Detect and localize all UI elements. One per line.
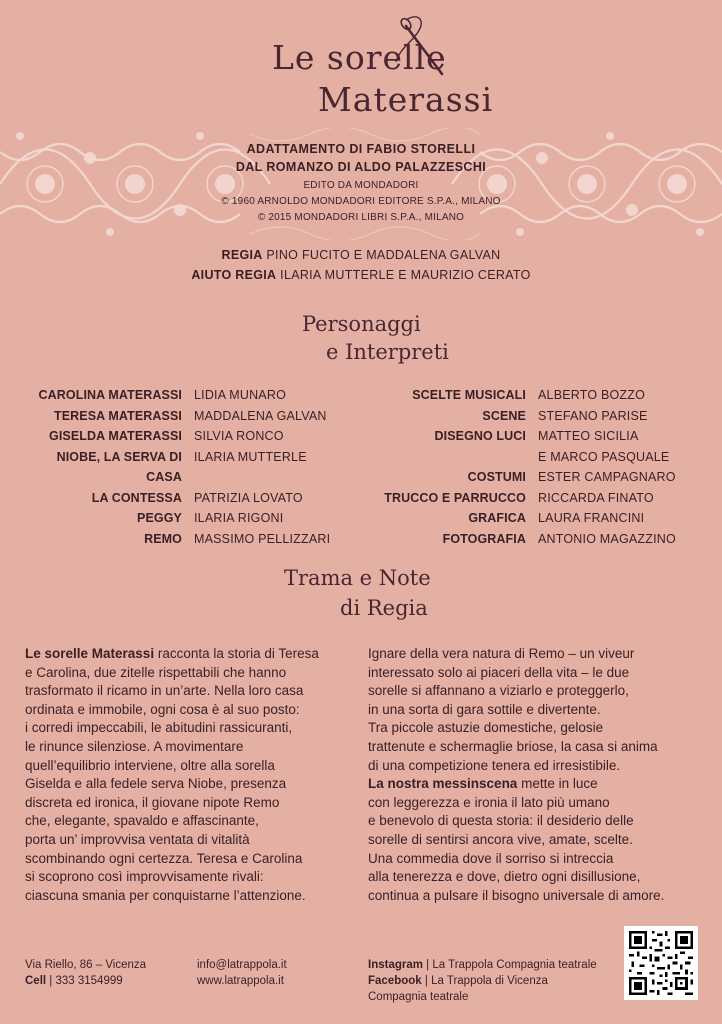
cast-actor: MADDALENA GALVAN [194,408,327,423]
staging-lead: La nostra messinscena [368,776,518,792]
cast-actor: SILVIA RONCO [194,429,284,443]
crew-row [378,426,676,447]
notes-heading-line-2: di Regia [340,596,428,620]
crew-row [378,467,676,488]
paragraph-line: sorelle si affannano a viziarlo e proteggerlo, [368,683,629,699]
facebook-link-cont: Compagnia teatrale [368,991,469,1003]
address: Via Riello, 86 – Vicenza [25,959,147,971]
cast-actor: ILARIA RIGONI [194,511,284,525]
cast-role: REMO [144,531,182,546]
paragraph-line: Tra piccole astuzie domestiche, gelosie [368,720,604,736]
title-line-1: Le sorelle [272,38,447,77]
credit-copyright-2015: © 2015 MONDADORI LIBRI S.P.A., MILANO [257,212,465,223]
regia-value: PINO FUCITO E MADDALENA GALVAN [266,248,501,262]
paragraph-line: e benevolo di questa storia: il desiderio delle [368,813,634,829]
cast-heading-line-1: Personaggi [302,312,421,336]
cast-role: CAROLINA MATERASSI [38,388,182,402]
paragraph-line: scombinando ogni certezza. Teresa e Carolina [25,850,303,866]
crew-person: ALBERTO BOZZO [538,388,646,402]
crew-person: E MARCO PASQUALE [538,449,670,464]
paragraph-line: interessato solo ai piaceri della vita – le due [368,664,630,680]
paragraph-line: in una sorta di gara sottile e divertente. [368,701,601,717]
crew-row [378,488,676,509]
cast-heading-line-2: e Interpreti [326,340,449,364]
cast-actor: PATRIZIA LOVATO [194,490,303,505]
paragraph-line: ciascuna smania per conquistarne l’attenzione. [25,887,306,903]
cast-row [20,447,330,488]
footer-contact-block [197,957,287,989]
paragraph-line: si scoprono così improvvisamente rivali: [25,869,264,885]
paragraph-line: quell’equilibrio interviene, oltre alla sorella [25,757,275,773]
paragraph-line: Una commedia dove il sorriso si intreccia [368,850,614,866]
credit-publisher: EDITO DA MONDADORI [303,180,419,191]
crew-role: TRUCCO E PARRUCCO [384,490,526,505]
cast-role: LA CONTESSA [91,490,182,505]
crew-person: ANTONIO MAGAZZINO [538,531,676,546]
crew-role: DISEGNO LUCI [434,429,526,443]
paragraph-line: Ignare della vera natura di Remo – un viveur [368,646,635,661]
needle-and-thread-icon [392,10,452,80]
cast-role: PEGGY [137,511,182,525]
cast-actor: MASSIMO PELLIZZARI [194,531,331,546]
paragraph-line: e Carolina, due zitelle rispettabili che hanno [25,664,287,680]
website-link[interactable]: www.latrappola.it [197,975,284,987]
title-line-2: Materassi [318,80,494,119]
synopsis-left-column [25,645,365,905]
paragraph-line: porta un’ improvvisa ventata di vitalità [25,831,250,847]
notes-heading-line-1: Trama e Note [284,566,431,590]
cast-role: TERESA MATERASSI [54,408,182,423]
cast-list [20,385,330,549]
paragraph-line: trasformato il ricamo in un’arte. Nella loro casa [25,683,304,699]
aiuto-regia-label: AIUTO REGIA [191,268,277,282]
facebook-link[interactable]: Facebook | La Trappola di Vicenza [368,975,548,987]
paragraph-line: discreta ed ironica, il giovane nipote Remo [25,794,280,810]
crew-role: GRAFICA [468,511,526,525]
crew-row [378,406,676,427]
footer-address-block [25,957,146,989]
cast-row [20,488,330,509]
crew-person: RICCARDA FINATO [538,490,654,505]
qr-code[interactable] [624,926,698,1000]
cast-row [20,385,330,406]
crew-row [378,447,676,468]
crew-person: ESTER CAMPAGNARO [538,470,676,484]
regia-line [0,248,722,262]
cast-role: GISELDA MATERASSI [49,429,182,443]
paragraph-line: i corredi impeccabili, le abitudini rassicuranti, [25,720,293,736]
paragraph-line: Giselda e alla fedele serva Niobe, presenza [25,776,287,792]
aiuto-regia-value: ILARIA MUTTERLE E MAURIZIO CERATO [280,268,531,282]
crew-row [378,529,676,550]
paragraph-line: le rinunce silenziose. A movimentare [25,738,244,754]
crew-row [378,508,676,529]
paragraph-line: continua a pulsare il bisogno universale di amore. [368,887,665,903]
paragraph-line: di una competizione tenera ed irresistibile. [368,757,621,773]
phone[interactable]: Cell | 333 3154999 [25,975,123,987]
paragraph-line: ordinata e immobile, ogni cosa è al suo posto: [25,701,300,717]
paragraph-line: trattenute e schermaglie briose, la casa si anima [368,738,658,754]
paragraph-line: che, elegante, spavaldo e affascinante, [25,813,259,829]
synopsis-right-column [368,645,713,905]
cast-actor: ILARIA MUTTERLE [194,449,307,464]
paragraph-line: alla tenerezza e dove, dietro ogni disillusione, [368,869,641,885]
paragraph-line: sorelle di sentirsi ancora vive, amate, scelte. [368,831,633,847]
crew-role: COSTUMI [467,470,526,484]
cast-actor: LIDIA MUNARO [194,388,286,402]
email-link[interactable]: info@latrappola.it [197,959,287,971]
cast-row [20,529,330,550]
cast-row [20,426,330,447]
cast-row [20,508,330,529]
cast-role: NIOBE, LA SERVA DI CASA [56,449,182,484]
crew-person: LAURA FRANCINI [538,511,645,525]
crew-role: SCELTE MUSICALI [412,388,526,402]
credit-copyright-1960: © 1960 ARNOLDO MONDADORI EDITORE S.P.A., MILANO [221,196,501,207]
crew-person: MATTEO SICILIA [538,429,639,443]
crew-role: FOTOGRAFIA [442,531,526,546]
credit-novel: DAL ROMANZO DI ALDO PALAZZESCHI [235,160,487,174]
paragraph-line: con leggerezza e ironia il lato più umano [368,794,610,810]
cast-row [20,406,330,427]
crew-role [378,447,526,468]
synopsis-lead: Le sorelle Materassi [25,646,155,661]
crew-person: STEFANO PARISE [538,408,648,423]
regia-label: REGIA [221,248,263,262]
crew-row [378,385,676,406]
credit-adaptation: ADATTAMENTO DI FABIO STORELLI [246,142,476,156]
crew-role: SCENE [482,408,526,423]
instagram-link[interactable]: Instagram | La Trappola Compagnia teatrale [368,959,597,971]
aiuto-regia-line [0,268,722,282]
paragraph-line: La nostra messinscena mette in luce [368,776,598,792]
paragraph-line: Le sorelle Materassi racconta la storia di Teresa [25,646,319,661]
crew-list [378,385,676,549]
footer-social-block [368,957,597,1005]
